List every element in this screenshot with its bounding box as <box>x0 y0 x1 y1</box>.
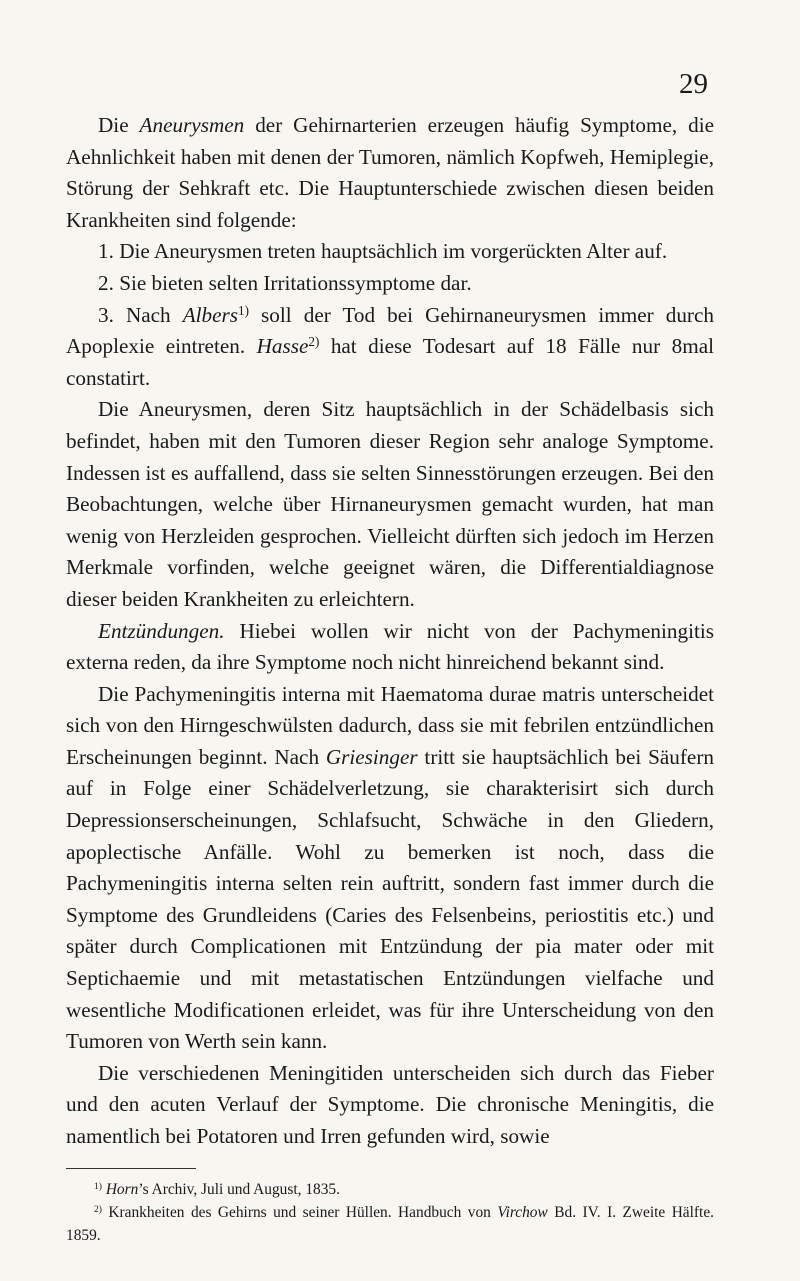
author-griesinger: Griesinger <box>325 744 418 769</box>
page-number: 29 <box>679 68 708 100</box>
list-item-2: 2. Sie bieten selten Irritationssymptome dar. <box>98 270 472 295</box>
list-item-3: 3. Nach Albers$^{1)}$ soll der Tod bei Gehirnaneurysmen immer durch Apoplexie eintreten. Hasse$^{2)}$ hat diese Todesart auf 18 Fälle nur 8mal constatirt. <box>66 302 714 390</box>
italic-term: Aneurysmen <box>139 113 245 137</box>
list-item-1: 1. Die Aneurysmen treten hauptsächlich im vorgerückten Alter auf. <box>98 239 668 264</box>
footnote-2: $^{2)}$ Krankheiten des Gehirns und seiner Hüllen. Handbuch von Virchow Bd. IV. I. Zweite Hälfte. 1859. <box>66 1203 714 1244</box>
author-hasse: Hasse <box>256 334 309 359</box>
main-text <box>66 110 714 1153</box>
section-heading-entzuendungen: Entzündungen. <box>98 618 225 643</box>
footnotes <box>66 1178 714 1247</box>
footnote-mark-2: 2) <box>94 1203 102 1215</box>
footnote-ref-1[interactable]: 1) <box>238 302 249 318</box>
paragraph-aneurysmen-sitz: Die Aneurysmen, deren Sitz hauptsächlich in der Schädelbasis sich befindet, haben mit den Tumoren dieser Region sehr analoge Symptome. Indessen ist es auffallend, dass sie selten Sinnesstörungen erzeugen. Bei den Beobachtungen, welche über Hirnaneurysmen gemacht wurden, hat man wenig von Herzleiden gesprochen. Vielleicht dürften sich jedoch im Herzen Merkmale vorfinden, welche geeignet wären, die Differentialdiagnose dieser beiden Krankheiten zu erleichtern. <box>66 397 714 611</box>
footnote-1: $^{1)}$ Horn’s Archiv, Juli und August, 1835. <box>94 1180 340 1198</box>
footnote-ref-2[interactable]: 2) <box>308 333 320 349</box>
paragraph-pachymeningitis: Die Pachymeningitis interna mit Haematoma durae matris unterscheidet sich von den Hirngeschwülsten dadurch, dass sie mit febrilen entzündlichen Erscheinungen beginnt. Nach Griesinger tritt sie hauptsächlich bei Säufern auf in Folge einer Schädelverletzung, sie charakterisirt sich durch Depressionserscheinungen, Schlafsucht, Schwäche in den Gliedern, apoplectische Anfälle. Wohl zu bemerken ist noch, dass die Pachymeningitis interna selten rein auftritt, sondern fast immer durch die Symptome des Grundleidens (Caries des Felsenbeins, periostitis etc.) und später durch Complicationen mit Entzündung der pia mater oder mit Septichaemie und mit metastatischen Entzündungen vielfache und wesentliche Modificationen erleidet, was für ihre Unterscheidung von den Tumoren von Werth sein kann. <box>66 681 714 1054</box>
footnote-author-virchow: Virchow <box>497 1204 548 1221</box>
paragraph-aneurysmen-intro: Die Aneurysmen der Gehirnarterien erzeugen häufig Symptome, die Aehnlichkeit haben mit denen der Tumoren, nämlich Kopfweh, Hemiplegie, Störung der Sehkraft etc. Die Hauptunterschiede zwischen diesen beiden Krankheiten sind folgende: <box>66 113 715 232</box>
footnote-author-horn: Horn <box>105 1181 139 1198</box>
footnote-divider <box>66 1168 196 1169</box>
author-albers: Albers <box>182 302 239 327</box>
footnote-mark-1: 1) <box>94 1180 102 1192</box>
paragraph-entzuendungen: Entzündungen. Hiebei wollen wir nicht von der Pachymeningitis externa reden, da ihre Symptome noch nicht hinreichend bekannt sind. <box>66 618 714 675</box>
paragraph-meningitiden: Die verschiedenen Meningitiden unterscheiden sich durch das Fieber und den acuten Verlauf der Symptome. Die chronische Meningitis, die namentlich bei Potatoren und Irren gefunden wird, sowie <box>66 1060 714 1148</box>
